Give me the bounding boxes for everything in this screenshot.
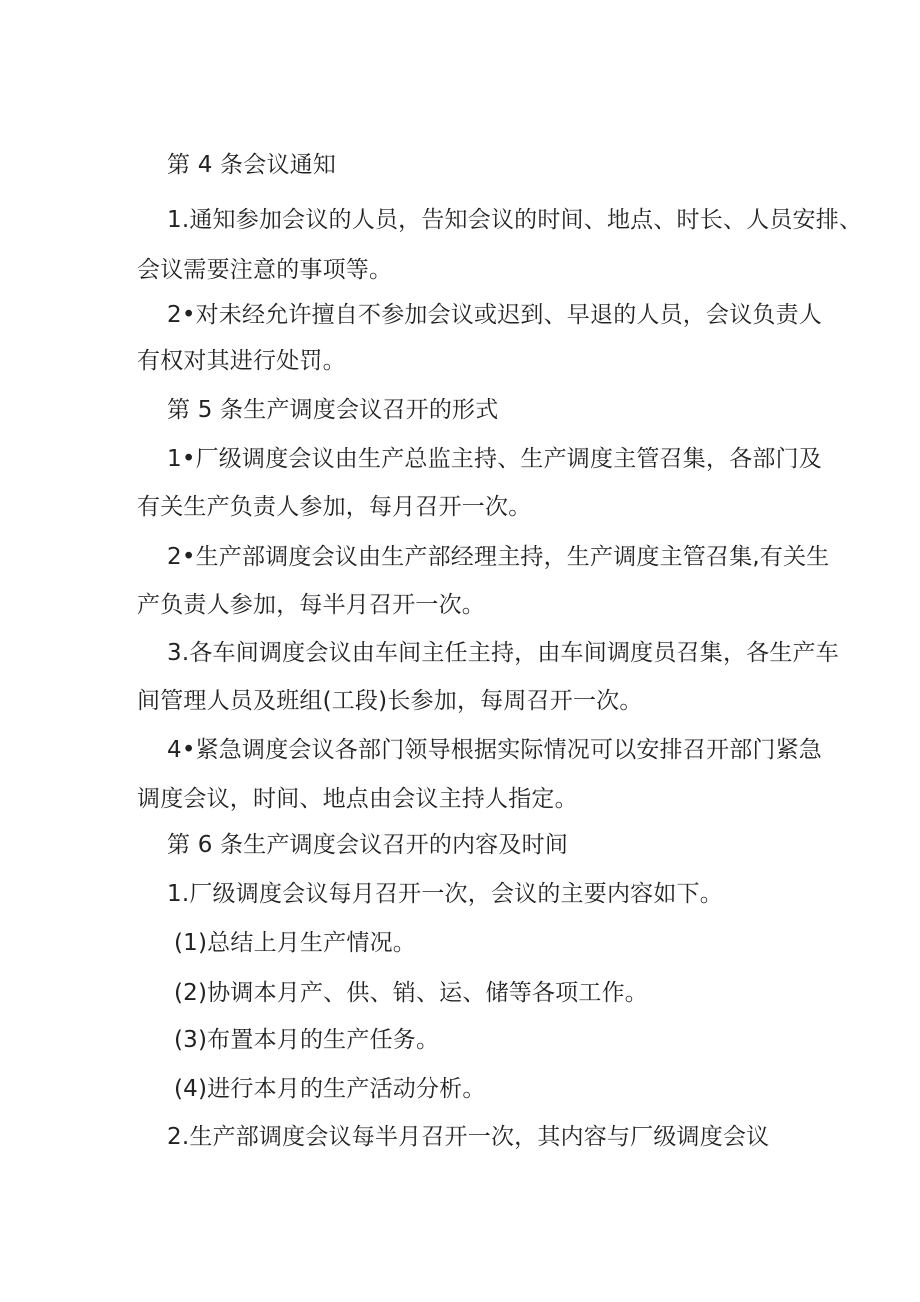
list-item: (3)布置本月的生产任务。 — [174, 1027, 440, 1053]
paragraph-line: 会议需要注意的事项等。 — [137, 257, 393, 283]
paragraph-line: 有关生产负责人参加，每月召开一次。 — [137, 494, 532, 520]
paragraph-line: 1•厂级调度会议由生产总监主持、生产调度主管召集，各部门及 — [167, 446, 822, 472]
article-4-heading: 第 4 条会议通知 — [167, 152, 337, 178]
list-item: (4)进行本月的生产活动分析。 — [174, 1076, 486, 1102]
paragraph-line: 间管理人员及班组(工段)长参加，每周召开一次。 — [137, 688, 643, 714]
article-5-heading: 第 5 条生产调度会议召开的形式 — [167, 397, 499, 423]
paragraph-line: 有权对其进行处罚。 — [137, 348, 346, 374]
paragraph-line: 2•对未经允许擅自不参加会议或迟到、早退的人员，会议负责人 — [167, 302, 822, 328]
paragraph-line: 2•生产部调度会议由生产部经理主持，生产调度主管召集,有关生 — [167, 544, 830, 570]
paragraph-line: 1.厂级调度会议每月召开一次，会议的主要内容如下。 — [167, 881, 723, 907]
paragraph-line: 4•紧急调度会议各部门领导根据实际情况可以安排召开部门紧急 — [167, 737, 822, 763]
paragraph-line: 1.通知参加会议的人员，告知会议的时间、地点、时长、人员安排、 — [167, 207, 863, 233]
paragraph-line: 3.各车间调度会议由车间主任主持，由车间调度员召集，各生产车 — [167, 640, 839, 666]
article-6-heading: 第 6 条生产调度会议召开的内容及时间 — [167, 832, 569, 858]
list-item: (2)协调本月产、供、销、运、储等各项工作。 — [174, 980, 648, 1006]
paragraph-line: 调度会议，时间、地点由会议主持人指定。 — [137, 786, 578, 812]
paragraph-line: 产负责人参加，每半月召开一次。 — [137, 592, 485, 618]
list-item: (1)总结上月生产情况。 — [174, 930, 416, 956]
paragraph-line: 2.生产部调度会议每半月召开一次，其内容与厂级调度会议 — [167, 1124, 770, 1150]
